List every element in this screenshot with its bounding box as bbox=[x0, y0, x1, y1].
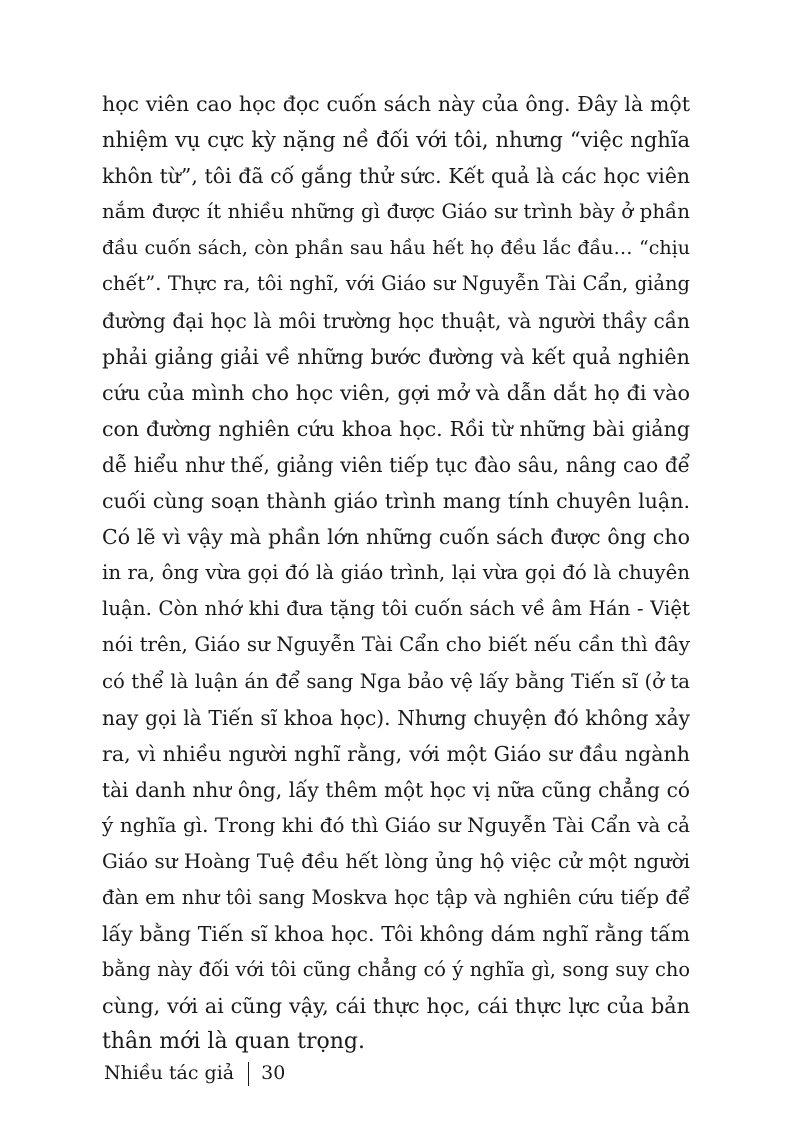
text-line: lấy bằng Tiến sĩ khoa học. Tôi không dám nghĩ rằng tấm bbox=[102, 922, 690, 947]
page-number: 30 bbox=[261, 1062, 286, 1084]
text-line: con đường nghiên cứu khoa học. Rồi từ những bài giảng bbox=[102, 416, 690, 441]
body-text bbox=[102, 86, 690, 1061]
text-line: tài danh như ông, lấy thêm một học vị nữa cũng chẳng có bbox=[102, 777, 690, 802]
text-line: dễ hiểu như thế, giảng viên tiếp tục đào sâu, nâng cao để bbox=[102, 452, 690, 477]
text-line: học viên cao học đọc cuốn sách này của ông. Đây là một bbox=[102, 92, 690, 116]
text-line: bằng này đối với tôi cũng chẳng có ý nghĩa gì, song suy cho bbox=[102, 958, 690, 982]
text-line: in ra, ông vừa gọi đó là giáo trình, lại vừa gọi đó là chuyên bbox=[102, 561, 690, 585]
text-line: đàn em như tôi sang Moskva học tập và nghiên cứu tiếp để bbox=[102, 886, 690, 910]
text-line: nhiệm vụ cực kỳ nặng nề đối với tôi, nhưng “việc nghĩa bbox=[102, 128, 690, 153]
text-line: nay gọi là Tiến sĩ khoa học). Nhưng chuyện đó không xảy bbox=[102, 705, 690, 730]
text-line: cuối cùng soạn thành giáo trình mang tính chuyên luận. bbox=[102, 489, 690, 514]
text-line: Có lẽ vì vậy mà phần lớn những cuốn sách được ông cho bbox=[102, 525, 690, 550]
text-line: cứu của mình cho học viên, gợi mở và dẫn dắt họ đi vào bbox=[102, 380, 690, 405]
text-line-last: thân mới là quan trọng. bbox=[102, 1029, 365, 1055]
text-line: nói trên, Giáo sư Nguyễn Tài Cẩn cho biết nếu cần thì đây bbox=[102, 633, 690, 657]
text-line: ra, vì nhiều người nghĩ rằng, với một Giáo sư đầu ngành bbox=[102, 741, 690, 766]
text-line: nắm được ít nhiều những gì được Giáo sư trình bày ở phần bbox=[102, 200, 690, 224]
text-line: khôn từ”, tôi đã cố gắng thử sức. Kết quả là các học viên bbox=[102, 164, 690, 189]
text-line: cùng, với ai cũng vậy, cái thực học, cái thực lực của bản bbox=[102, 994, 690, 1019]
text-line: ý nghĩa gì. Trong khi đó thì Giáo sư Nguyễn Tài Cẩn và cả bbox=[102, 813, 690, 837]
footer-separator bbox=[248, 1062, 249, 1086]
footer-author: Nhiều tác giả bbox=[104, 1062, 235, 1084]
text-line: chết”. Thực ra, tôi nghĩ, với Giáo sư Nguyễn Tài Cẩn, giảng bbox=[102, 272, 690, 296]
page-footer bbox=[104, 1058, 285, 1088]
text-line: có thể là luận án để sang Nga bảo vệ lấy bằng Tiến sĩ (ở ta bbox=[102, 669, 690, 693]
text-line: phải giảng giải về những bước đường và kết quả nghiên bbox=[102, 344, 690, 369]
text-line: đường đại học là môi trường học thuật, và người thầy cần bbox=[102, 308, 690, 333]
text-line: đầu cuốn sách, còn phần sau hầu hết họ đều lắc đầu… “chịu bbox=[102, 237, 690, 260]
text-line: luận. Còn nhớ khi đưa tặng tôi cuốn sách về âm Hán - Việt bbox=[102, 597, 690, 621]
text-line: Giáo sư Hoàng Tuệ đều hết lòng ủng hộ việc cử một người bbox=[102, 849, 690, 873]
